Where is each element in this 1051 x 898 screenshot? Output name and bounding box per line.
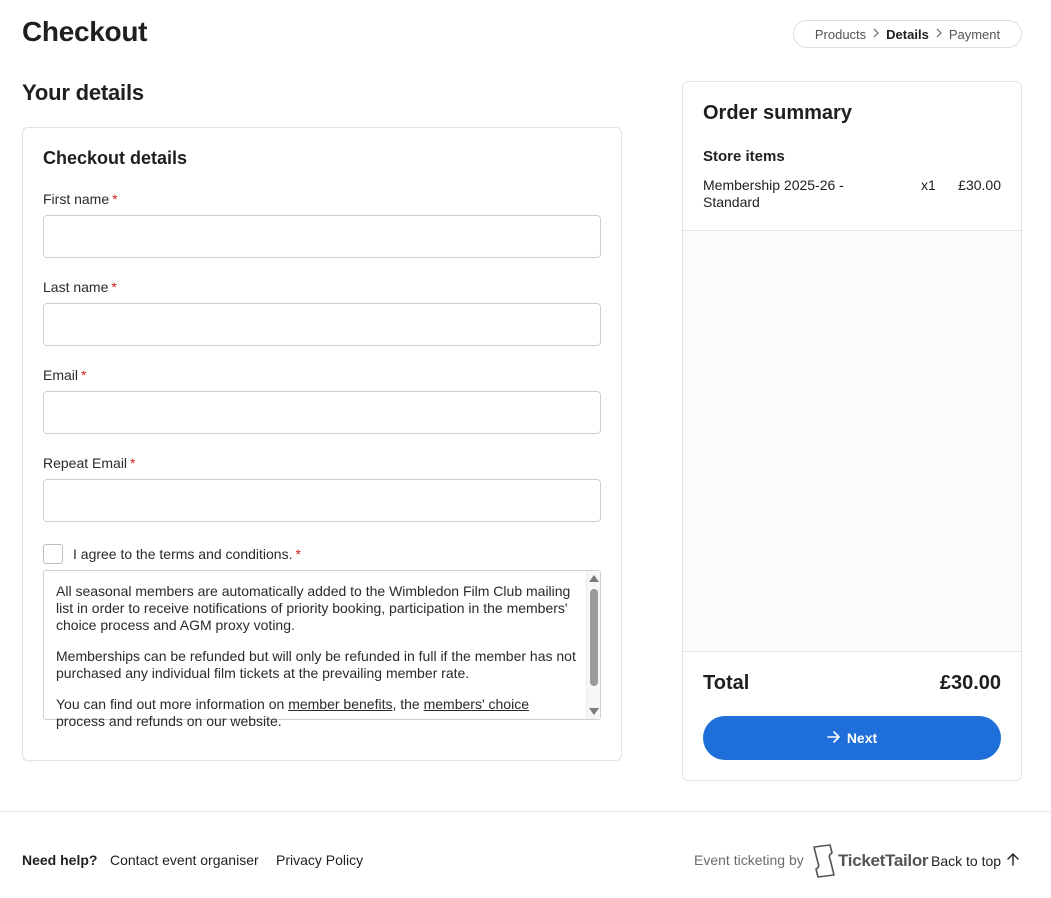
event-ticketing-by-label: Event ticketing by <box>694 852 804 868</box>
store-items-label: Store items <box>703 148 785 165</box>
section-title: Your details <box>22 80 144 105</box>
terms-text: process and refunds on our website. <box>56 713 282 729</box>
arrow-right-icon <box>827 730 841 746</box>
last-name-label-text: Last name <box>43 279 109 295</box>
back-to-top-label: Back to top <box>931 852 1002 869</box>
repeat-email-label <box>43 455 136 471</box>
email-label-text: Email <box>43 367 79 383</box>
scroll-down-icon[interactable] <box>589 708 599 715</box>
card-title: Checkout details <box>43 148 188 168</box>
breadcrumb <box>793 20 1022 48</box>
terms-paragraph: All seasonal members are automatically added to the Wimbledon Film Club mailing list in order to receive notifications of priority booking, participation in the members' choice process and AGM proxy voting. <box>56 583 571 633</box>
required-marker: * <box>112 191 118 207</box>
terms-text: , the <box>392 696 424 712</box>
repeat-email-label-text: Repeat Email <box>43 455 128 471</box>
line-item-price: £30.00 <box>958 177 1001 193</box>
scroll-up-icon[interactable] <box>589 575 599 582</box>
members-choice-link[interactable]: members' choice <box>423 696 529 712</box>
terms-text-box[interactable] <box>43 570 601 729</box>
terms-scrollbar[interactable] <box>586 571 600 719</box>
terms-checkbox[interactable] <box>43 544 63 564</box>
back-to-top-link[interactable] <box>931 852 1019 869</box>
terms-paragraph <box>56 696 576 730</box>
arrow-up-icon <box>1007 852 1019 869</box>
terms-content <box>56 583 576 744</box>
chevron-right-icon <box>872 27 880 41</box>
line-item-quantity: x1 <box>921 177 936 193</box>
contact-organiser-link[interactable]: Contact event organiser <box>110 852 259 868</box>
footer-divider <box>0 811 1051 812</box>
email-field[interactable] <box>43 391 601 434</box>
next-button[interactable] <box>703 716 1001 760</box>
first-name-label <box>43 191 118 207</box>
required-marker: * <box>81 367 87 383</box>
summary-empty-area <box>683 231 1021 651</box>
last-name-field[interactable] <box>43 303 601 346</box>
last-name-label <box>43 279 117 295</box>
first-name-field[interactable] <box>43 215 601 258</box>
need-help-label: Need help? <box>22 852 98 868</box>
chevron-right-icon <box>935 27 943 41</box>
breadcrumb-details: Details <box>886 26 929 42</box>
order-summary-title: Order summary <box>703 102 852 124</box>
email-label <box>43 367 86 383</box>
divider <box>683 651 1021 652</box>
total-value: £30.00 <box>939 672 1001 694</box>
order-summary-card <box>682 81 1022 781</box>
required-marker: * <box>295 546 301 562</box>
page-title: Checkout <box>22 16 148 47</box>
required-marker: * <box>130 455 136 471</box>
total-label: Total <box>703 672 750 694</box>
line-item-name: Membership 2025-26 - Standard <box>703 177 844 210</box>
scroll-thumb[interactable] <box>590 589 598 686</box>
terms-text: You can find out more information on <box>56 696 289 712</box>
next-button-label: Next <box>846 730 878 746</box>
tickettailor-logo-icon[interactable] <box>810 844 928 878</box>
member-benefits-link[interactable]: member benefits <box>288 696 393 712</box>
terms-checkbox-label[interactable] <box>73 546 301 562</box>
first-name-label-text: First name <box>43 191 110 207</box>
terms-paragraph: Memberships can be refunded but will only be refunded in full if the member has not purchased any individual film tickets at the prevailing member rate. <box>56 648 576 681</box>
checkout-details-card <box>22 127 622 761</box>
privacy-policy-link[interactable]: Privacy Policy <box>276 852 364 868</box>
terms-label-text: I agree to the terms and conditions. <box>73 546 293 562</box>
tickettailor-brand-text: TicketTailor <box>838 851 929 870</box>
footer <box>0 852 1051 874</box>
required-marker: * <box>111 279 117 295</box>
breadcrumb-products[interactable]: Products <box>814 26 867 42</box>
breadcrumb-payment: Payment <box>948 26 1001 42</box>
repeat-email-field[interactable] <box>43 479 601 522</box>
